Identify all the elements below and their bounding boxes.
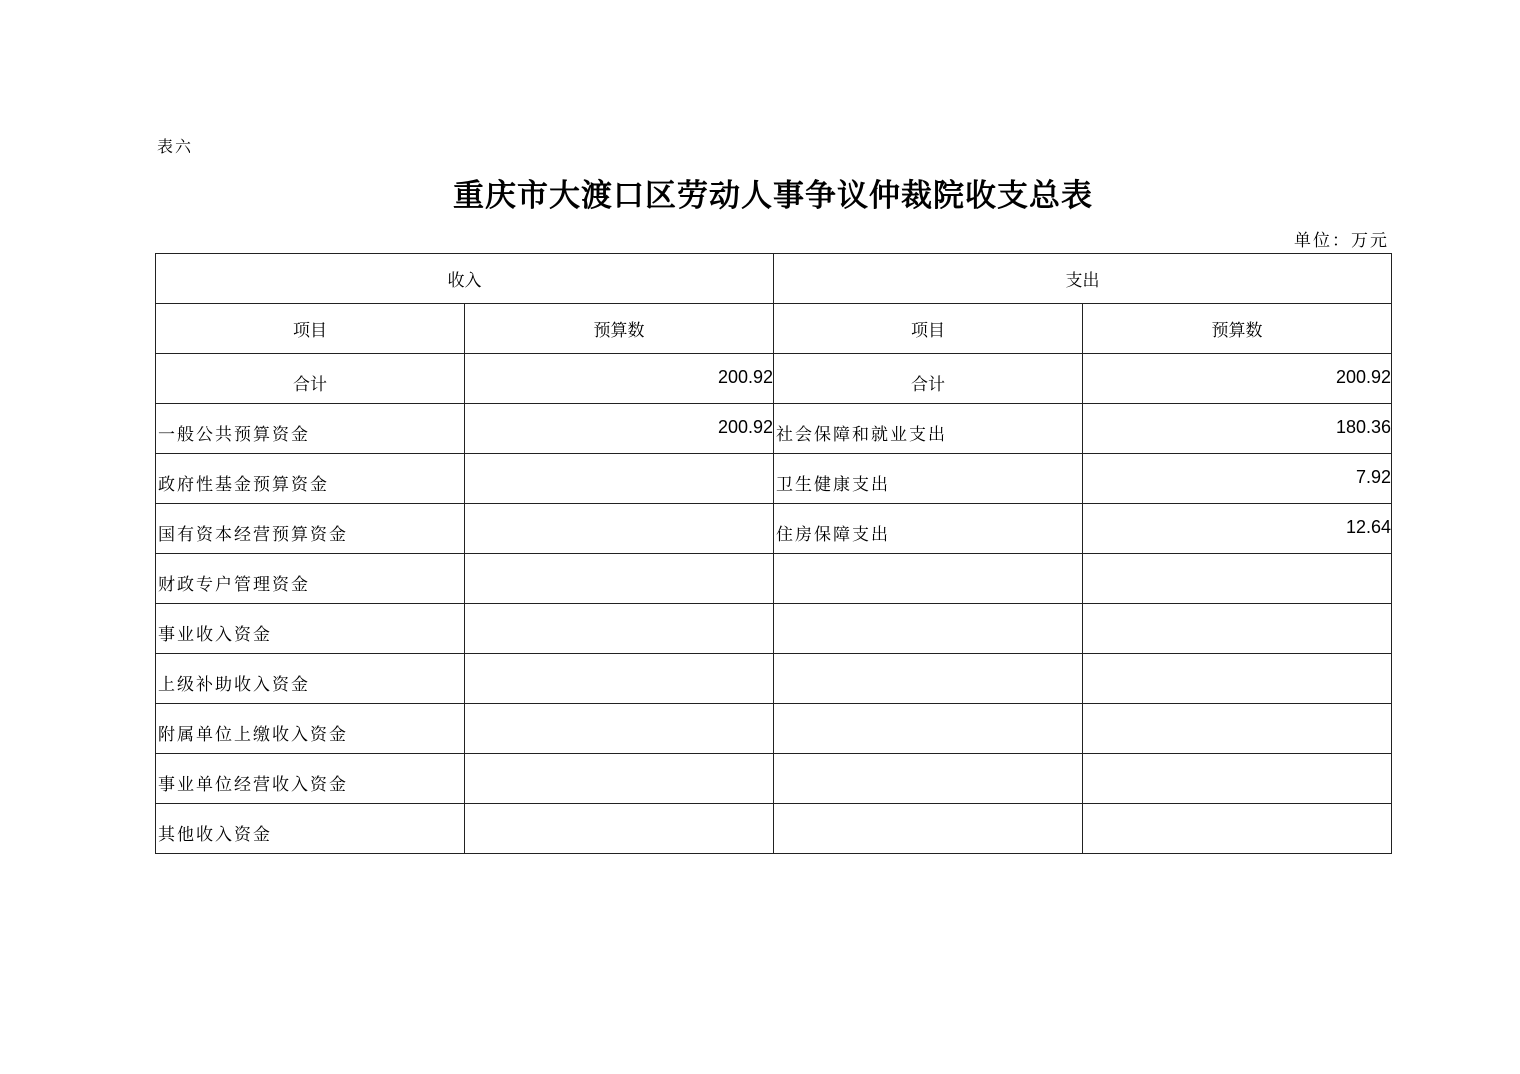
- total-row: [156, 354, 1392, 404]
- expense-value: [1083, 804, 1392, 854]
- income-value: [465, 504, 774, 554]
- expense-value: [1083, 604, 1392, 654]
- expense-value: [1083, 554, 1392, 604]
- expense-item: 住房保障支出: [774, 504, 1083, 554]
- expense-item-header: 项目: [774, 304, 1083, 354]
- expense-item: 社会保障和就业支出: [774, 404, 1083, 454]
- income-item-header: 项目: [156, 304, 465, 354]
- income-value: [465, 804, 774, 854]
- table-label: 表六: [157, 137, 194, 156]
- income-total-label: 合计: [156, 354, 465, 404]
- expense-item: [774, 704, 1083, 754]
- income-item: 国有资本经营预算资金: [156, 504, 465, 554]
- income-value: [465, 454, 774, 504]
- table-row: [156, 654, 1392, 704]
- income-value: [465, 704, 774, 754]
- income-item: 政府性基金预算资金: [156, 454, 465, 504]
- income-value: [465, 754, 774, 804]
- income-total-value: 200.92: [465, 354, 774, 404]
- expense-value: [1083, 704, 1392, 754]
- income-item: 事业收入资金: [156, 604, 465, 654]
- table-row: [156, 754, 1392, 804]
- expense-budget-header: 预算数: [1083, 304, 1392, 354]
- budget-summary-table: [155, 253, 1392, 854]
- expense-total-label: 合计: [774, 354, 1083, 404]
- table-row: [156, 454, 1392, 504]
- expense-item: [774, 604, 1083, 654]
- income-budget-header: 预算数: [465, 304, 774, 354]
- income-value: 200.92: [465, 404, 774, 454]
- expense-value: [1083, 754, 1392, 804]
- table-row: [156, 604, 1392, 654]
- income-section-header: 收入: [156, 254, 774, 304]
- income-value: [465, 654, 774, 704]
- expense-value: 180.36: [1083, 404, 1392, 454]
- table-row: [156, 804, 1392, 854]
- unit-label: 单位：万元: [1294, 231, 1389, 251]
- table-row: [156, 554, 1392, 604]
- page-title: 重庆市大渡口区劳动人事争议仲裁院收支总表: [453, 178, 1093, 214]
- table-row: [156, 404, 1392, 454]
- expense-item: [774, 754, 1083, 804]
- expense-section-header: 支出: [774, 254, 1392, 304]
- expense-value: [1083, 654, 1392, 704]
- column-header-row: [156, 304, 1392, 354]
- income-item: 财政专户管理资金: [156, 554, 465, 604]
- table-row: [156, 704, 1392, 754]
- table-row: [156, 504, 1392, 554]
- income-item: 上级补助收入资金: [156, 654, 465, 704]
- expense-item: [774, 804, 1083, 854]
- expense-value: 12.64: [1083, 504, 1392, 554]
- expense-item: [774, 554, 1083, 604]
- expense-item: [774, 654, 1083, 704]
- expense-total-value: 200.92: [1083, 354, 1392, 404]
- income-item: 其他收入资金: [156, 804, 465, 854]
- expense-value: 7.92: [1083, 454, 1392, 504]
- income-item: 事业单位经营收入资金: [156, 754, 465, 804]
- income-item: 一般公共预算资金: [156, 404, 465, 454]
- income-value: [465, 554, 774, 604]
- section-header-row: [156, 254, 1392, 304]
- income-item: 附属单位上缴收入资金: [156, 704, 465, 754]
- income-value: [465, 604, 774, 654]
- expense-item: 卫生健康支出: [774, 454, 1083, 504]
